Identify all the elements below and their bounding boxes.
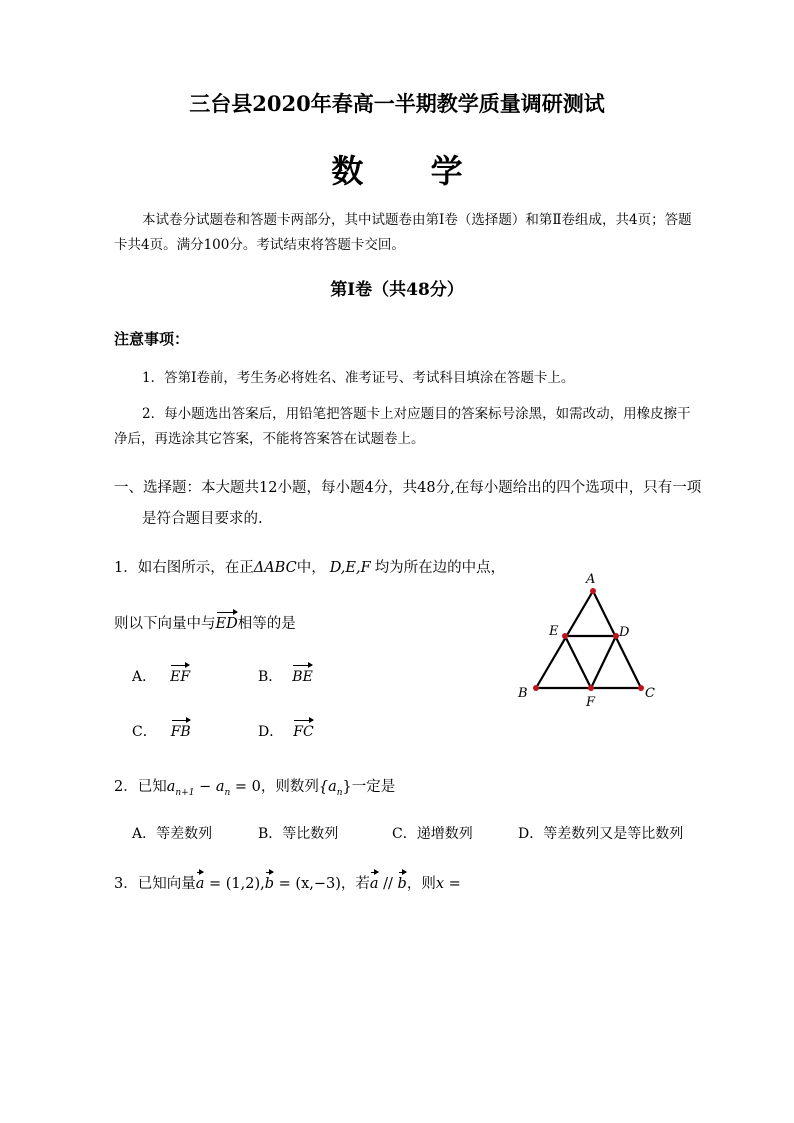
q3-vector-b-2: b <box>397 876 407 892</box>
label-a: A <box>586 572 596 587</box>
question-3-stem <box>114 872 461 893</box>
section-heading: 一、选择题：本大题共12小题，每小题4分，共48分,在每小题给出的四个选项中，只有一项 <box>114 480 702 496</box>
q3-parallel: // <box>378 876 398 892</box>
q1-option-b-label: B． <box>258 669 283 685</box>
q1-option-d-label: D． <box>258 724 284 740</box>
q2-minus: − a <box>194 779 225 795</box>
q3-prefix: 3．已知向量 <box>114 876 196 892</box>
q2-suffix: 一定是 <box>351 779 396 795</box>
q1-option-a-vector: EF <box>170 669 191 685</box>
q2-seq-sub: n <box>336 787 343 798</box>
label-e: E <box>549 624 559 639</box>
q1-option-c-label: C． <box>132 724 157 740</box>
q2-seq: {a <box>318 779 337 795</box>
q1-option-a[interactable] <box>132 666 190 686</box>
q1-option-b[interactable] <box>258 666 313 686</box>
q1-triangle: ΔABC <box>253 560 297 576</box>
q2-formula-a: a <box>166 779 176 795</box>
q3-eq2: = (x,−3) <box>274 876 341 892</box>
q2-prefix: 2．已知 <box>114 779 167 795</box>
point-b <box>533 685 539 691</box>
q2-option-b[interactable]: B．等比数列 <box>258 826 339 842</box>
q1-option-d[interactable] <box>258 721 314 741</box>
q1-line2-prefix: 则以下向量中与 <box>114 616 216 632</box>
q3-suffix: ，则 <box>406 876 436 892</box>
q1-mid: 中， <box>296 560 326 576</box>
question-2-stem <box>114 775 395 798</box>
point-e <box>562 633 568 639</box>
segment-ef <box>565 636 591 688</box>
point-f <box>588 685 594 691</box>
notice-heading: 注意事项： <box>114 330 190 348</box>
q3-middle: ，若 <box>340 876 370 892</box>
q1-prefix: 1．如右图所示，在正 <box>114 560 254 576</box>
notice-item-2: 2．每小题选出答案后，用铅笔把答题卡上对应题目的答案标号涂黑，如需改动，用橡皮擦干净后，再选涂其它答案，不能将答案答在试题卷上。 <box>114 406 691 447</box>
question-1-stem <box>114 556 505 577</box>
segment-df <box>591 636 616 688</box>
q1-option-b-vector: BE <box>292 669 313 685</box>
q2-sub2: n <box>224 787 231 798</box>
q3-vector-b: b <box>264 876 275 892</box>
q3-vector-a: a <box>195 876 205 892</box>
q2-seq-close: } <box>342 779 352 795</box>
part-title: 第Ⅰ卷（共48分） <box>330 280 464 300</box>
point-a <box>590 588 596 594</box>
label-b: B <box>518 686 528 701</box>
label-c: C <box>645 686 655 701</box>
q2-option-a[interactable]: A．等差数列 <box>132 826 213 842</box>
notice-item-1: 1．答第Ⅰ卷前，考生务必将姓名、准考证号、考试科目填涂在答题卡上。 <box>142 370 575 386</box>
q1-option-d-vector: FC <box>293 724 314 740</box>
question-1-line2 <box>114 612 296 633</box>
point-c <box>638 685 644 691</box>
q1-line2-suffix: 相等的是 <box>237 616 296 632</box>
q3-eq1: = (1,2), <box>204 876 265 892</box>
q1-points: D,E,F <box>329 560 371 576</box>
section-heading-cont: 是符合题目要求的. <box>142 511 263 527</box>
q1-suffix: 均为所在边的中点， <box>374 560 506 576</box>
q2-option-d[interactable]: D．等差数列又是等比数列 <box>518 826 684 842</box>
q2-option-c[interactable]: C．递增数列 <box>392 826 473 842</box>
q1-option-a-label: A． <box>132 669 157 685</box>
q1-option-c[interactable] <box>132 721 191 741</box>
q3-x-eq: x = <box>435 876 461 892</box>
exam-intro: 本试卷分试题卷和答题卡两部分，其中试题卷由第Ⅰ卷（选择题）和第Ⅱ卷组成，共4页；答题卡共4页。满分100分。考试结束将答题卡交回。 <box>114 212 692 253</box>
label-d: D <box>619 625 630 640</box>
q2-eq: = 0 <box>230 779 261 795</box>
triangle-figure <box>500 566 670 716</box>
exam-title: 三台县2020年春高一半期教学质量调研测试 <box>189 91 605 116</box>
q1-option-c-vector: FB <box>170 724 191 740</box>
q2-sub1: n+1 <box>175 787 195 798</box>
q1-target-vector: ED <box>215 616 238 632</box>
subject-title: 数 学 <box>331 152 491 190</box>
q2-middle: ，则数列 <box>260 779 319 795</box>
q3-vector-a-2: a <box>369 876 379 892</box>
label-f: F <box>586 695 596 710</box>
edge-ac <box>593 591 641 688</box>
